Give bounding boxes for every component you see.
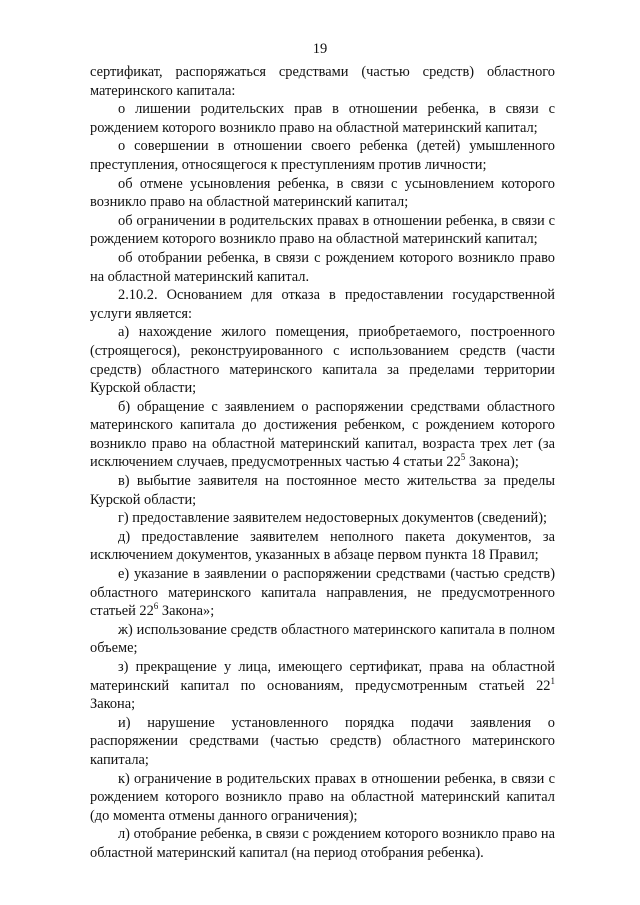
paragraph: о лишении родительских прав в отношении ребенка, в связи с рождением которого возникло право на областной материнский капитал; (90, 101, 555, 136)
paragraph-text: Закона; (90, 696, 136, 713)
paragraph-text: е) указание в заявлении о распоряжении средствами (частью средств) областного материнского капитала направления, не предусмотренного статьей 22 (90, 566, 555, 620)
paragraph: сертификат, распоряжаться средствами (частью средств) областного материнского капитала: (90, 64, 555, 99)
paragraph (90, 398, 555, 472)
paragraph: ж) использование средств областного материнского капитала в полном объеме; (90, 621, 555, 657)
paragraph: к) ограничение в родительских правах в отношении ребенка, в связи с рождением которого возникло право на областной материнский капитал (до момента отмены данного ограничения); (90, 770, 555, 824)
paragraph (90, 658, 555, 714)
superscript-reference: 6 (153, 601, 159, 612)
document-body (90, 63, 555, 863)
paragraph-text: Закона»; (158, 603, 215, 620)
paragraph-text: Закона); (465, 454, 519, 471)
paragraph: и) нарушение установленного порядка подачи заявления о распоряжении средствами (частью средств) областного материнского капитала; (90, 714, 555, 768)
paragraph: об ограничении в родительских правах в отношении ребенка, в связи с рождением которого возникло право на областной материнский капитал; (90, 212, 555, 248)
paragraph-text: б) обращение с заявлением о распоряжении средствами областного материнского капитала до достижения ребенком, с рождением которого возникло право на областной материнский капитал, возраста трех лет (за исключением случаев, предусмотренных частью 4 статьи 22 (90, 398, 555, 471)
paragraph: д) предоставление заявителем неполного пакета документов, за исключением документов, указанных в абзаце первом пункта 18 Правил; (90, 528, 555, 564)
superscript-reference: 5 (460, 452, 466, 463)
paragraph: о совершении в отношении своего ребенка (детей) умышленного преступления, относящегося к преступлениям против личности; (90, 138, 555, 173)
paragraph: л) отобрание ребенка, в связи с рождением которого возникло право на областной материнский капитал (на период отобрания ребенка). (90, 826, 555, 861)
paragraph-text: з) прекращение у лица, имеющего сертификат, права на областной материнский капитал по основаниям, предусмотренным статьей 22 (90, 659, 555, 694)
paragraph: а) нахождение жилого помещения, приобретаемого, построенного (строящегося), реконструированного с использованием средств (части средств) областного материнского капитала за пределами территории Курской области; (90, 324, 555, 397)
paragraph: в) выбытие заявителя на постоянное место жительства за пределы Курской области; (90, 473, 555, 508)
paragraph: г) предоставление заявителем недостоверных документов (сведений); (118, 510, 547, 527)
paragraph: об отмене усыновления ребенка, в связи с усыновлением которого возникло право на областной материнский капитал; (90, 175, 555, 211)
paragraph: 2.10.2. Основанием для отказа в предоставлении государственной услуги является: (90, 287, 555, 322)
superscript-reference: 1 (550, 675, 555, 686)
paragraph (90, 565, 555, 621)
page-number: 19 (312, 41, 328, 57)
paragraph: об отобрании ребенка, в связи с рождением которого возникло право на областной материнский капитал. (90, 249, 555, 285)
